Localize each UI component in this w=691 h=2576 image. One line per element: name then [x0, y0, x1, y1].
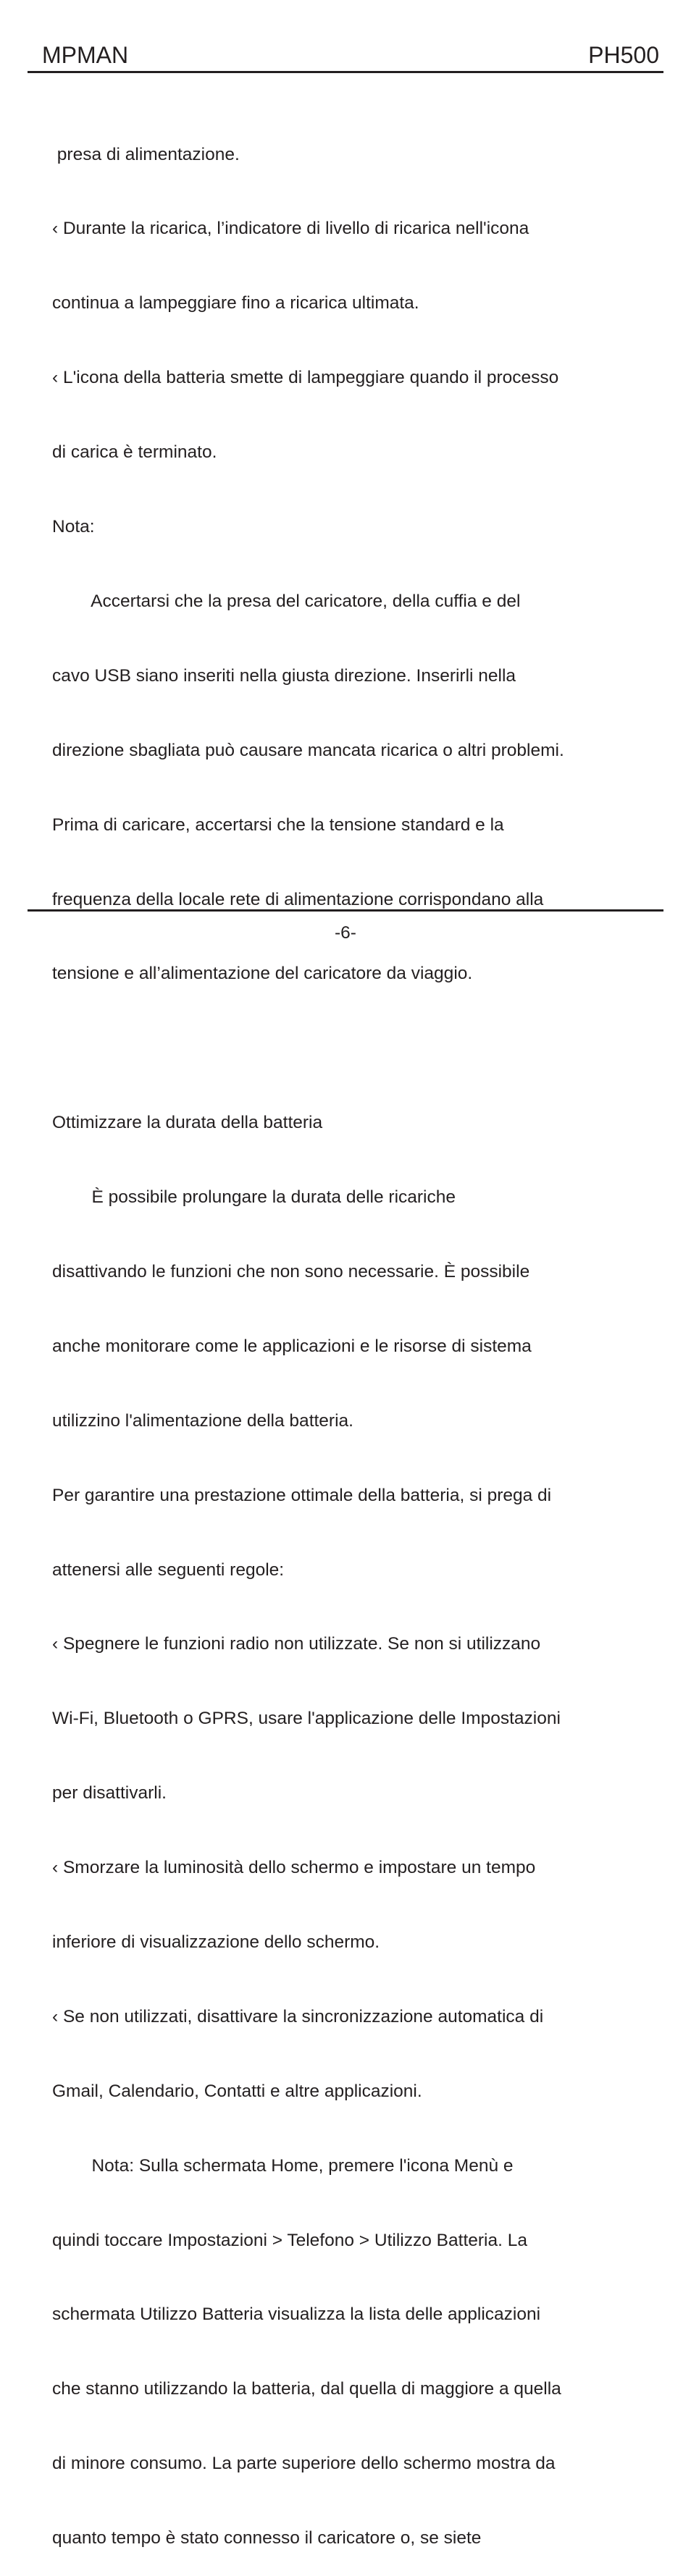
page-number: -6-: [335, 923, 356, 943]
brand-name: MPMAN: [42, 42, 129, 68]
text-line: Nota:: [52, 517, 95, 537]
blank-line: [52, 1036, 646, 1061]
text-line: Wi-Fi, Bluetooth o GPRS, usare l'applicazione delle Impostazioni: [52, 1709, 561, 1729]
text-line: Nota: Sulla schermata Home, premere l'icona Menù e: [52, 2155, 514, 2176]
text-line: disattivando le funzioni che non sono necessarie. È possibile: [52, 1261, 530, 1281]
text-line: per disattivarli.: [52, 1783, 167, 1803]
text-line: presa di alimentazione.: [52, 144, 240, 164]
text-line: di carica è terminato.: [52, 442, 217, 463]
text-line: schermata Utilizzo Batteria visualizza la lista delle applicazioni: [52, 2304, 541, 2325]
text-line: quanto tempo è stato connesso il caricatore o, se siete: [52, 2528, 482, 2548]
header-rule: [28, 71, 663, 73]
text-line: Gmail, Calendario, Contatti e altre applicazioni.: [52, 2081, 422, 2101]
text-line: ‹ Se non utilizzati, disattivare la sincronizzazione automatica di: [52, 2006, 544, 2026]
text-line: inferiore di visualizzazione dello schermo.: [52, 1932, 380, 1952]
text-line: continua a lampeggiare fino a ricarica ultimata.: [52, 293, 419, 313]
text-line: attenersi alle seguenti regole:: [52, 1560, 285, 1580]
footer-rule: [28, 909, 663, 912]
text-line: tensione e all’alimentazione del caricatore da viaggio.: [52, 964, 473, 984]
text-line: cavo USB siano inseriti nella giusta direzione. Inserirli nella: [52, 665, 516, 686]
text-line: quindi toccare Impostazioni > Telefono > Utilizzo Batteria. La: [52, 2230, 527, 2250]
text-line: anche monitorare come le applicazioni e le risorse di sistema: [52, 1336, 532, 1356]
text-line: direzione sbagliata può causare mancata ricarica o altri problemi.: [52, 740, 564, 760]
text-line: Accertarsi che la presa del caricatore, della cuffia e del: [52, 591, 521, 611]
page-body: [52, 93, 646, 2576]
text-line: Prima di caricare, accertarsi che la tensione standard e la: [52, 815, 504, 835]
text-line: ‹ L'icona della batteria smette di lampeggiare quando il processo: [52, 368, 559, 388]
text-line: ‹ Durante la ricarica, l’indicatore di livello di ricarica nell'icona: [52, 219, 529, 239]
text-line: utilizzino l'alimentazione della batteria.: [52, 1410, 353, 1431]
section-heading: Ottimizzare la durata della batteria: [52, 1113, 323, 1133]
text-line: ‹ Spegnere le funzioni radio non utilizzate. Se non si utilizzano: [52, 1634, 541, 1654]
text-line: che stanno utilizzando la batteria, dal quella di maggiore a quella: [52, 2379, 561, 2399]
text-line: ‹ Smorzare la luminosità dello schermo e impostare un tempo: [52, 1858, 536, 1878]
text-line: Per garantire una prestazione ottimale della batteria, si prega di: [52, 1485, 552, 1505]
model-name: PH500: [588, 42, 659, 68]
text-line: frequenza della locale rete di alimentazione corrispondano alla: [52, 889, 544, 909]
text-line: di minore consumo. La parte superiore dello schermo mostra da: [52, 2454, 556, 2474]
page-header: [28, 41, 663, 70]
text-line: È possibile prolungare la durata delle ricariche: [52, 1187, 456, 1208]
